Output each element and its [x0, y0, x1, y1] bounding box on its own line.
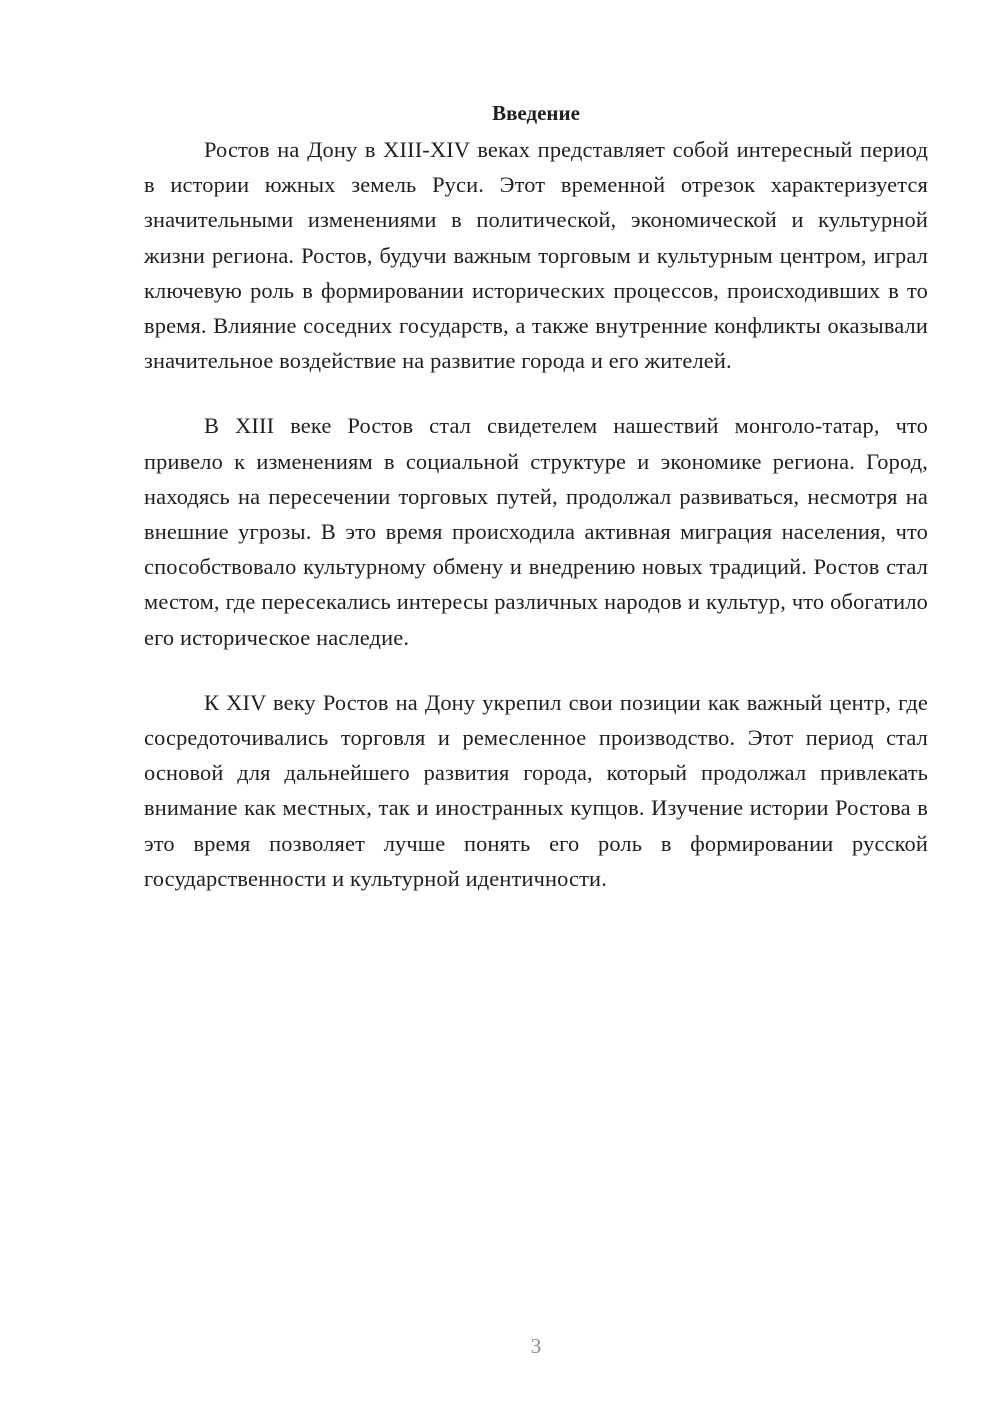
paragraph-2: В XIII веке Ростов стал свидетелем нашествий монголо-татар, что привело к изменениям в социальной структуре и экономике региона. Город, находясь на пересечении торговых путей, продолжал развиваться, несмотря на внешние угрозы. В это время происходила активная миграция населения, что способствовало культурному обмену и внедрению новых традиций. Ростов стал местом, где пересекались интересы различных народов и культур, что обогатило его историческое наследие.	[144, 413, 928, 650]
page-content	[144, 92, 928, 926]
page-number: 3	[530, 1334, 542, 1358]
section-title: Введение	[492, 101, 580, 125]
paragraph-1: Ростов на Дону в XIII-XIV веках представляет собой интересный период в истории южных земель Руси. Этот временной отрезок характеризуется значительными изменениями в политической, экономической и культурной жизни региона. Ростов, будучи важным торговым и культурным центром, играл ключевую роль в формировании исторических процессов, происходивших в то время. Влияние соседних государств, а также внутренние конфликты оказывали значительное воздействие на развитие города и его жителей.	[144, 137, 928, 374]
paragraph-3: К XIV веку Ростов на Дону укрепил свои позиции как важный центр, где сосредоточивались торговля и ремесленное производство. Этот период стал основой для дальнейшего развития города, который продолжал привлекать внимание как местных, так и иностранных купцов. Изучение истории Ростова в это время позволяет лучше понять его роль в формировании русской государственности и культурной идентичности.	[144, 689, 928, 891]
